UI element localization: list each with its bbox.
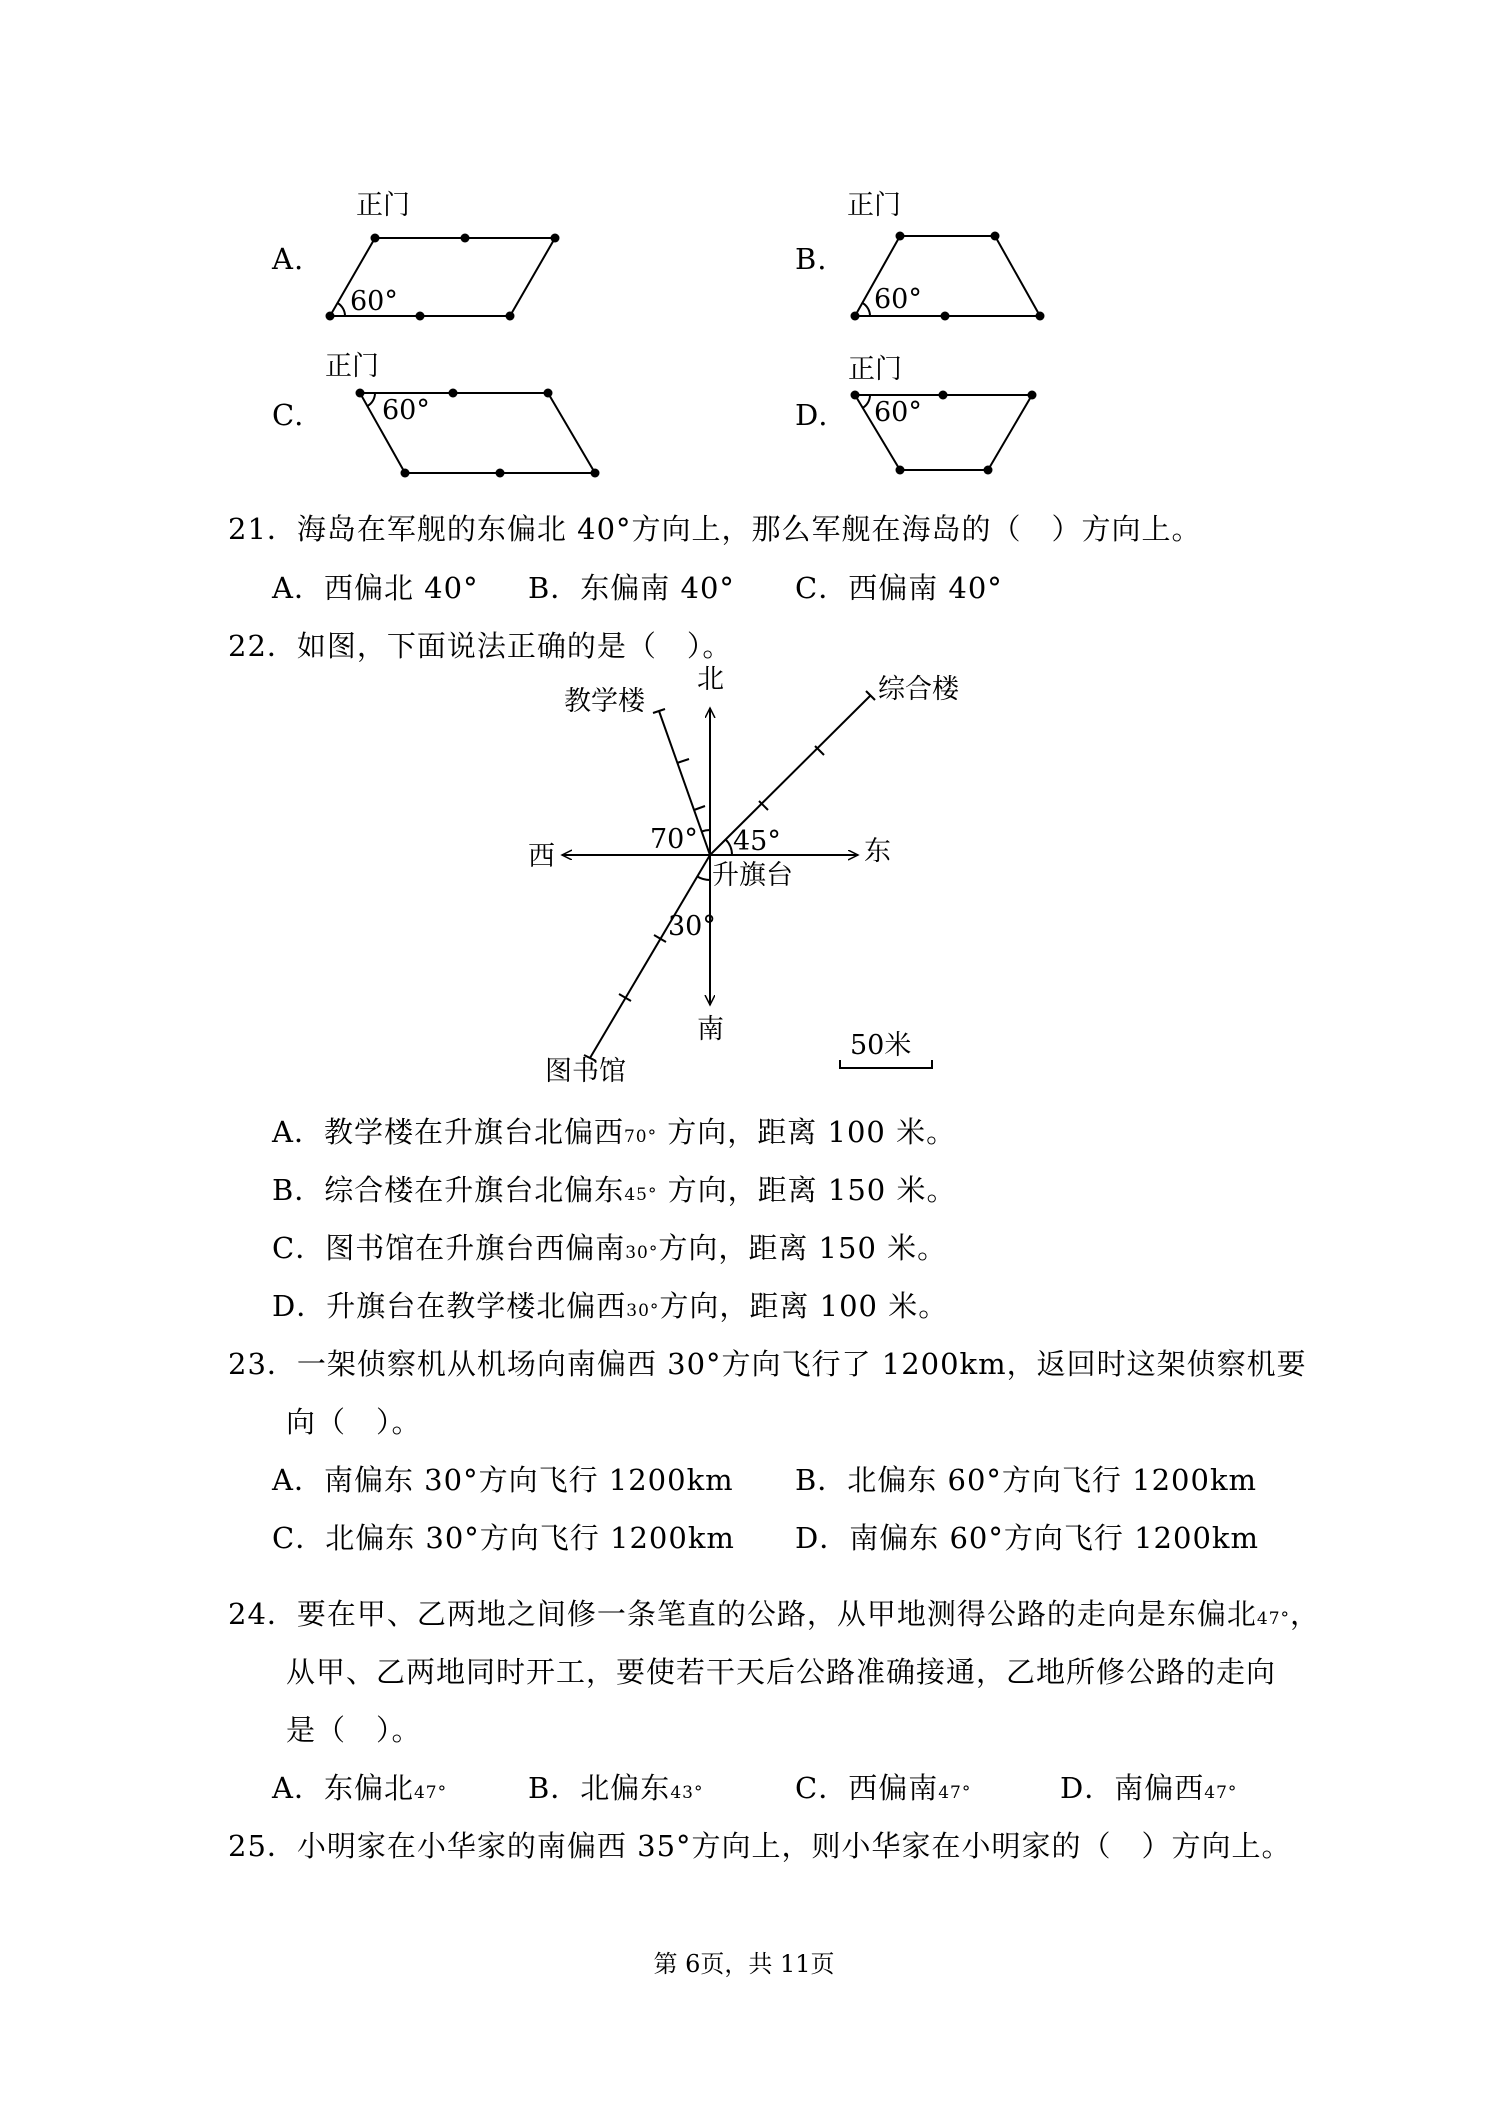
q24-option-a: A．东偏北47° (272, 1771, 448, 1805)
option-a-letter: A. (272, 242, 305, 276)
label-east: 东 (864, 836, 891, 867)
q22-compass-diagram (0, 660, 1488, 1100)
figure-a-angle: 60° (350, 286, 398, 317)
q23-option-b: B．北偏东 60°方向飞行 1200km (795, 1463, 1258, 1497)
label-west: 西 (528, 841, 555, 872)
q24-option-c: C．西偏南47° (795, 1771, 972, 1805)
q24-option-b: B．北偏东43° (528, 1771, 704, 1805)
q22-option-d: D．升旗台在教学楼北偏西30°方向，距离 100 米。 (272, 1289, 949, 1323)
label-angle-70: 70° (650, 824, 698, 855)
arc-70 (702, 830, 710, 832)
label-center: 升旗台 (712, 860, 793, 891)
q22-stem: 22．如图，下面说法正确的是（ ）。 (228, 629, 733, 663)
label-south: 南 (697, 1014, 724, 1045)
option-b-letter: B. (795, 242, 828, 276)
q21-stem: 21．海岛在军舰的东偏北 40°方向上，那么军舰在海岛的（ ）方向上。 (228, 512, 1202, 546)
q23-option-a: A．南偏东 30°方向飞行 1200km (272, 1463, 734, 1497)
figure-c-angle: 60° (382, 395, 430, 426)
q23-stem-line1: 23．一架侦察机从机场向南偏西 30°方向飞行了 1200km，返回时这架侦察机要 (228, 1347, 1307, 1381)
q22-option-c: C．图书馆在升旗台西偏南30°方向，距离 150 米。 (272, 1231, 948, 1265)
q23-option-d: D．南偏东 60°方向飞行 1200km (795, 1521, 1259, 1555)
option-d-letter: D. (795, 398, 829, 432)
q21-option-b: B．东偏南 40° (528, 571, 735, 605)
figure-d-gate: 正门 (848, 354, 902, 385)
figure-a-gate: 正门 (356, 190, 410, 221)
label-complex-building: 综合楼 (878, 674, 959, 705)
label-library: 图书馆 (545, 1056, 626, 1087)
library-line (590, 855, 710, 1058)
arc-30 (697, 877, 710, 881)
figure-b-gate: 正门 (847, 190, 901, 221)
q24-stem-line2: 从甲、乙两地同时开工，要使若干天后公路准确接通，乙地所修公路的走向 (286, 1655, 1277, 1689)
figure-b-angle: 60° (874, 284, 922, 315)
label-scale: 50米 (850, 1030, 912, 1061)
figure-d-angle: 60° (874, 397, 922, 428)
q21-option-a: A．西偏北 40° (272, 571, 479, 605)
figure-c-gate: 正门 (325, 351, 379, 382)
page-footer: 第 6页，共 11页 (653, 1950, 835, 1978)
option-c-letter: C. (272, 398, 305, 432)
label-angle-30: 30° (668, 911, 716, 942)
q24-option-d: D．南偏西47° (1060, 1771, 1238, 1805)
arc-45 (726, 839, 732, 855)
q23-option-c: C．北偏东 30°方向飞行 1200km (272, 1521, 735, 1555)
q20-figures (0, 0, 1488, 500)
label-north: 北 (697, 664, 724, 695)
q25-stem: 25．小明家在小华家的南偏西 35°方向上，则小华家在小明家的（ ）方向上。 (228, 1829, 1292, 1863)
q22-option-b: B．综合楼在升旗台北偏东45° 方向，距离 150 米。 (272, 1173, 957, 1207)
q24-stem-line1: 24．要在甲、乙两地之间修一条笔直的公路，从甲地测得公路的走向是东偏北47°， (228, 1597, 1321, 1631)
label-angle-45: 45° (733, 826, 781, 857)
q22-option-a: A．教学楼在升旗台北偏西70° 方向，距离 100 米。 (272, 1115, 957, 1149)
q23-stem-line2: 向（ ）。 (286, 1405, 422, 1439)
scale-bar (840, 1060, 932, 1068)
q24-stem-line3: 是（ ）。 (286, 1713, 422, 1747)
label-teaching-building: 教学楼 (564, 686, 645, 717)
q21-option-c: C．西偏南 40° (795, 571, 1003, 605)
